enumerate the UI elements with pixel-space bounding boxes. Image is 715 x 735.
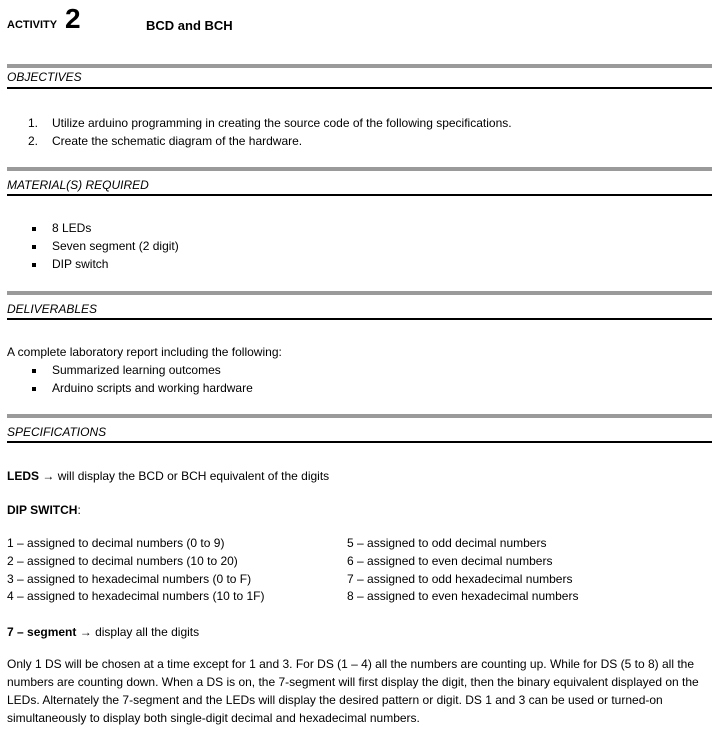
dip-item: 8 – assigned to even hexadecimal numbers: [347, 589, 579, 603]
deliverables-heading: DELIVERABLES: [7, 302, 98, 316]
material-item: 8 LEDs: [52, 221, 92, 235]
dip-item: 7 – assigned to odd hexadecimal numbers: [347, 572, 573, 586]
specifications-paragraph: Only 1 DS will be chosen at a time except for 1 and 3. For DS (1 – 4) all the numbers are counting up. While for DS (5 to 8) all the numbers are counting down. When a DS is on, the 7-segment will first display the digit, then the binary equivalent displayed on the LEDs. Alternately the 7-segment and the LEDs will display the desired pattern or digit. DS 1 and 3 can be used or turned-on simultaneously to display both single-digit decimal and hexadecimal numbers.: [7, 657, 699, 725]
specifications-heading: SPECIFICATIONS: [7, 425, 107, 439]
dip-switch-heading: [7, 503, 81, 517]
activity-label: ACTIVITY: [7, 19, 58, 31]
deliverable-item: Summarized learning outcomes: [52, 363, 221, 377]
material-item: DIP switch: [52, 257, 109, 271]
leds-spec: [7, 469, 329, 483]
objective-number: 1.: [28, 116, 39, 130]
arrow-right-icon: →: [79, 625, 92, 639]
bullet-icon: [32, 227, 36, 231]
bullet-icon: [32, 263, 36, 267]
bullet-icon: [32, 369, 36, 373]
section-divider-top: [7, 414, 712, 418]
dip-item: 1 – assigned to decimal numbers (0 to 9): [7, 536, 225, 550]
objectives-heading: OBJECTIVES: [7, 70, 82, 84]
section-divider-bottom: [7, 194, 712, 196]
section-divider-top: [7, 64, 712, 68]
section-divider-bottom: [7, 441, 712, 443]
objective-number: 2.: [28, 134, 39, 148]
segment-description: display all the digits: [95, 625, 200, 639]
segment-label: 7 – segment: [7, 625, 77, 639]
dip-item: 6 – assigned to even decimal numbers: [347, 554, 553, 568]
dip-item: 4 – assigned to hexadecimal numbers (10 to 1F): [7, 589, 265, 603]
section-divider-bottom: [7, 318, 712, 320]
section-divider-top: [7, 291, 712, 295]
segment-spec: [7, 625, 199, 639]
bullet-icon: [32, 387, 36, 391]
deliverables-intro: A complete laboratory report including the following:: [7, 345, 282, 359]
leds-description: will display the BCD or BCH equivalent of the digits: [57, 469, 330, 483]
dip-item: 3 – assigned to hexadecimal numbers (0 to F): [7, 572, 252, 586]
arrow-right-icon: →: [42, 469, 55, 483]
leds-label: LEDS: [7, 469, 40, 483]
bullet-icon: [32, 245, 36, 249]
activity-number: 2: [65, 3, 81, 34]
objective-item: Utilize arduino programming in creating the source code of the following specifications.: [52, 116, 512, 130]
dip-switch-colon: :: [77, 503, 81, 517]
page-title: BCD and BCH: [146, 18, 233, 33]
dip-item: 2 – assigned to decimal numbers (10 to 20): [7, 554, 238, 568]
material-item: Seven segment (2 digit): [52, 239, 179, 253]
dip-item: 5 – assigned to odd decimal numbers: [347, 536, 547, 550]
materials-heading: MATERIAL(S) REQUIRED: [7, 178, 149, 192]
section-divider-top: [7, 167, 712, 171]
deliverable-item: Arduino scripts and working hardware: [52, 381, 253, 395]
objective-item: Create the schematic diagram of the hardware.: [52, 134, 303, 148]
dip-switch-label: DIP SWITCH: [7, 503, 78, 517]
section-divider-bottom: [7, 87, 712, 89]
